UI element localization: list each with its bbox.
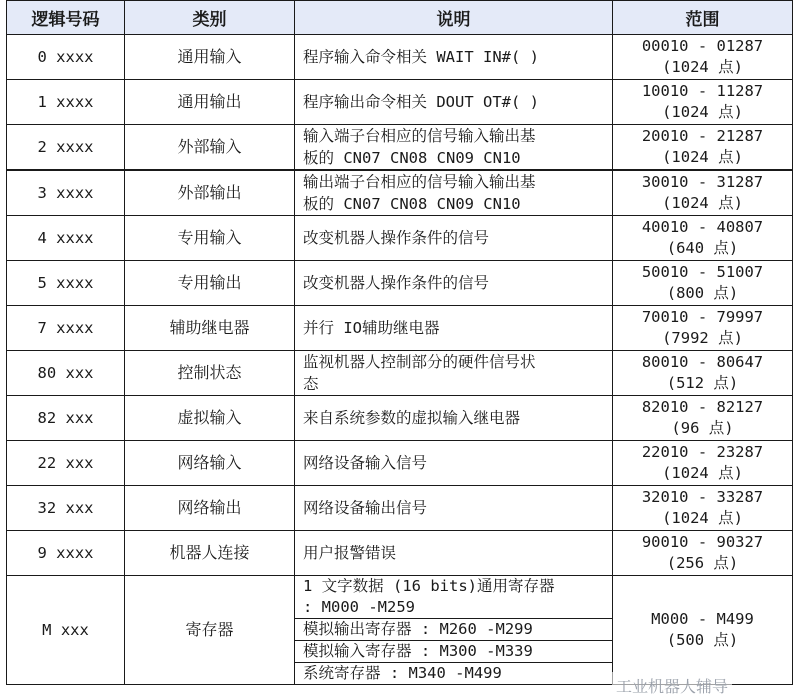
logic-number-cell: 32 xxx — [7, 486, 125, 531]
description-cell — [295, 35, 613, 80]
description-line: 网络设备输入信号 — [303, 454, 428, 472]
range-value: 10010 - 11287 — [641, 82, 764, 100]
description-block — [295, 619, 612, 641]
table-row — [7, 351, 793, 396]
category-cell: 虚拟输入 — [125, 396, 295, 441]
range-cell — [613, 396, 793, 441]
range-cell — [613, 261, 793, 306]
description-block — [295, 576, 612, 619]
range-value: 40010 - 40807 — [641, 218, 764, 236]
logic-number-table — [6, 0, 793, 685]
description-block — [295, 663, 612, 684]
category-cell: 网络输入 — [125, 441, 295, 486]
description-cell — [295, 306, 613, 351]
description-line: 改变机器人操作条件的信号 — [303, 274, 490, 292]
description-line: 来自系统参数的虚拟输入继电器 — [303, 409, 521, 427]
description-line: 程序输入命令相关 WAIT IN#( ) — [303, 48, 539, 66]
category-cell: 外部输出 — [125, 170, 295, 216]
logic-number-cell: M xxx — [7, 576, 125, 685]
logic-number-cell: 3 xxxx — [7, 170, 125, 216]
range-value: 82010 - 82127 — [641, 398, 764, 416]
range-cell — [613, 486, 793, 531]
description-line: 态 — [303, 375, 319, 393]
table-row — [7, 216, 793, 261]
range-cell — [613, 531, 793, 576]
range-cell — [613, 216, 793, 261]
description-cell — [295, 261, 613, 306]
table-row — [7, 531, 793, 576]
description-line: 程序输出命令相关 DOUT OT#( ) — [303, 93, 539, 111]
table-row — [7, 35, 793, 80]
table-row — [7, 170, 793, 216]
range-cell — [613, 170, 793, 216]
range-cell — [613, 35, 793, 80]
logic-number-cell: 0 xxxx — [7, 35, 125, 80]
range-value: M000 - M499 — [651, 610, 754, 628]
table-header-row — [7, 1, 793, 35]
description-line: 并行 IO辅助继电器 — [303, 319, 440, 337]
header-logic-number: 逻辑号码 — [7, 1, 125, 35]
description-line: 系统寄存器 : M340 -M499 — [303, 664, 502, 682]
logic-number-cell: 22 xxx — [7, 441, 125, 486]
description-line: 输出端子台相应的信号输入输出基 — [303, 173, 536, 191]
logic-number-cell: 82 xxx — [7, 396, 125, 441]
description-line: 1 文字数据 (16 bits)通用寄存器 — [303, 577, 555, 595]
range-count: (7992 点) — [662, 329, 743, 347]
table-row — [7, 125, 793, 171]
logic-number-cell: 2 xxxx — [7, 125, 125, 171]
range-value: 80010 - 80647 — [641, 353, 764, 371]
description-cell — [295, 216, 613, 261]
header-category: 类别 — [125, 1, 295, 35]
range-count: (800 点) — [666, 284, 739, 302]
category-cell: 通用输入 — [125, 35, 295, 80]
range-count: (256 点) — [666, 554, 739, 572]
range-cell — [613, 306, 793, 351]
table-row — [7, 486, 793, 531]
description-cell — [295, 441, 613, 486]
description-cell — [295, 396, 613, 441]
range-value: 00010 - 01287 — [641, 37, 764, 55]
description-line: 板的 CN07 CN08 CN09 CN10 — [303, 195, 521, 213]
range-count: (1024 点) — [662, 194, 743, 212]
table-body — [7, 35, 793, 685]
category-cell: 专用输入 — [125, 216, 295, 261]
logic-number-cell: 9 xxxx — [7, 531, 125, 576]
range-count: (1024 点) — [662, 509, 743, 527]
range-value: 70010 - 79997 — [641, 308, 764, 326]
range-value: 90010 - 90327 — [641, 533, 764, 551]
range-value: 50010 - 51007 — [641, 263, 764, 281]
range-cell — [613, 576, 793, 685]
category-cell: 寄存器 — [125, 576, 295, 685]
description-cell — [295, 80, 613, 125]
range-count: (96 点) — [671, 419, 734, 437]
range-count: (1024 点) — [662, 103, 743, 121]
range-count: (1024 点) — [662, 58, 743, 76]
description-cell — [295, 170, 613, 216]
category-cell: 通用输出 — [125, 80, 295, 125]
range-count: (1024 点) — [662, 464, 743, 482]
range-count: (512 点) — [666, 374, 739, 392]
watermark-text: 工业机器人辅导 — [612, 672, 732, 699]
description-block — [295, 641, 612, 663]
range-value: 20010 - 21287 — [641, 127, 764, 145]
table-row — [7, 306, 793, 351]
description-line: 网络设备输出信号 — [303, 499, 428, 517]
description-line: 板的 CN07 CN08 CN09 CN10 — [303, 149, 521, 167]
range-count: (1024 点) — [662, 148, 743, 166]
category-cell: 网络输出 — [125, 486, 295, 531]
logic-number-cell: 80 xxx — [7, 351, 125, 396]
description-line: 监视机器人控制部分的硬件信号状 — [303, 353, 536, 371]
header-range: 范围 — [613, 1, 793, 35]
category-cell: 机器人连接 — [125, 531, 295, 576]
table-row — [7, 261, 793, 306]
logic-number-cell: 1 xxxx — [7, 80, 125, 125]
range-value: 32010 - 33287 — [641, 488, 764, 506]
table-row — [7, 80, 793, 125]
range-cell — [613, 351, 793, 396]
description-cell — [295, 531, 613, 576]
table-row-register — [7, 576, 793, 685]
header-description: 说明 — [295, 1, 613, 35]
range-value: 30010 - 31287 — [641, 173, 764, 191]
description-line: 模拟输出寄存器 : M260 -M299 — [303, 620, 533, 638]
range-cell — [613, 125, 793, 171]
description-line: 输入端子台相应的信号输入输出基 — [303, 127, 536, 145]
description-cell — [295, 486, 613, 531]
table-row — [7, 441, 793, 486]
range-count: (640 点) — [666, 239, 739, 257]
category-cell: 控制状态 — [125, 351, 295, 396]
logic-number-cell: 7 xxxx — [7, 306, 125, 351]
description-cell — [295, 125, 613, 171]
description-cell — [295, 351, 613, 396]
category-cell: 辅助继电器 — [125, 306, 295, 351]
description-cell — [295, 576, 613, 685]
range-value: 22010 - 23287 — [641, 443, 764, 461]
description-line: 改变机器人操作条件的信号 — [303, 229, 490, 247]
range-count: (500 点) — [666, 631, 739, 649]
description-line: : M000 -M259 — [303, 598, 415, 616]
category-cell: 外部输入 — [125, 125, 295, 171]
logic-number-cell: 5 xxxx — [7, 261, 125, 306]
category-cell: 专用输出 — [125, 261, 295, 306]
range-cell — [613, 441, 793, 486]
description-line: 用户报警错误 — [303, 544, 397, 562]
logic-number-cell: 4 xxxx — [7, 216, 125, 261]
table-row — [7, 396, 793, 441]
description-line: 模拟输入寄存器 : M300 -M339 — [303, 642, 533, 660]
range-cell — [613, 80, 793, 125]
